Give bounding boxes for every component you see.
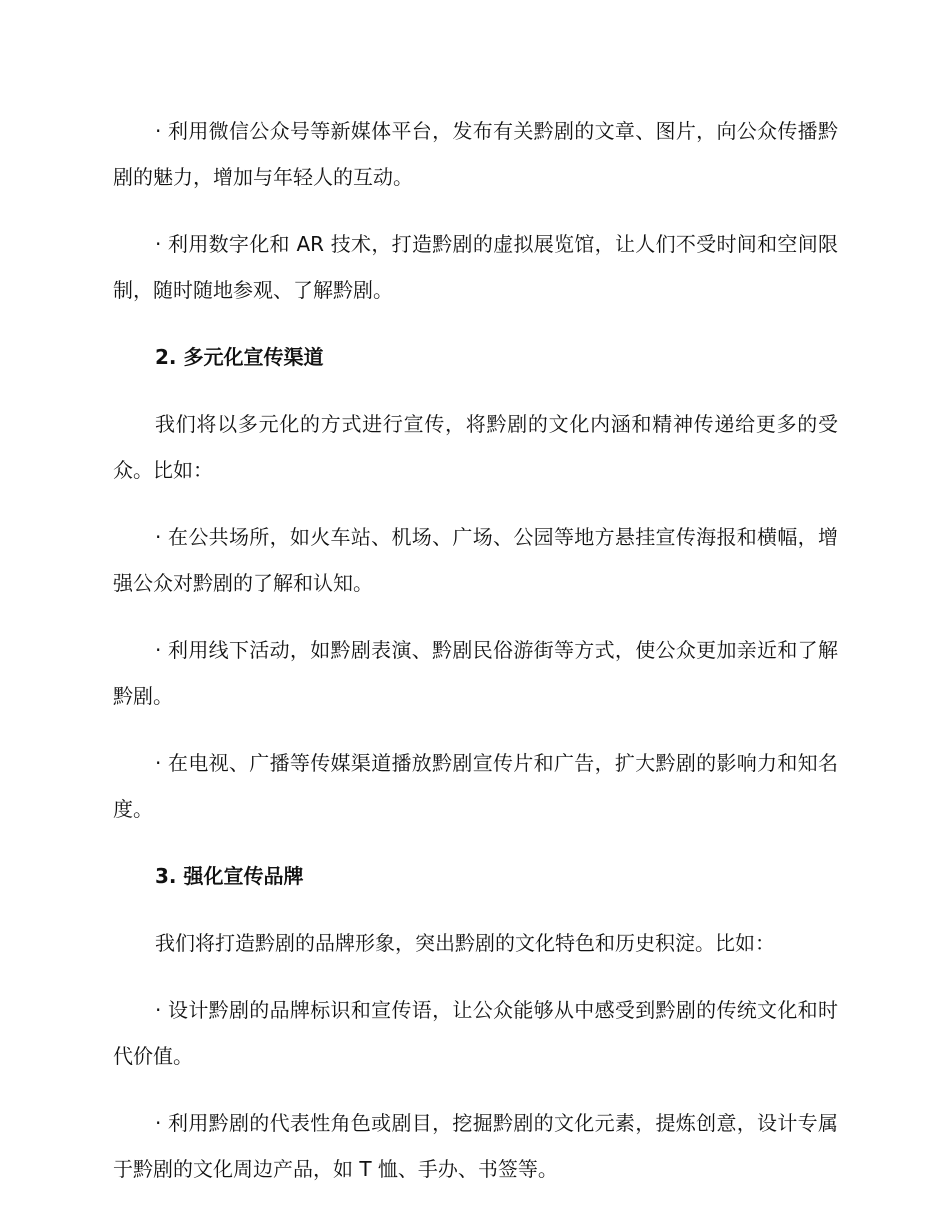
bullet-paragraph-posters: · 在公共场所，如火车站、机场、广场、公园等地方悬挂宣传海报和横幅，增强公众对黔剧的了解和认知。 (113, 525, 838, 595)
bullet-paragraph-merch: · 利用黔剧的代表性角色或剧目，挖掘黔剧的文化元素，提炼创意，设计专属于黔剧的文化周边产品，如 T 恤、手办、书签等。 (113, 1111, 838, 1181)
bullet-paragraph-ar: · 利用数字化和 AR 技术，打造黔剧的虚拟展览馆，让人们不受时间和空间限制，随时随地参观、了解黔剧。 (113, 232, 838, 302)
bullet-paragraph-wechat: · 利用微信公众号等新媒体平台，发布有关黔剧的文章、图片，向公众传播黔剧的魅力，增加与年轻人的互动。 (113, 119, 838, 189)
document-page (113, 108, 838, 1213)
bullet-paragraph-offline: · 利用线下活动，如黔剧表演、黔剧民俗游街等方式，使公众更加亲近和了解黔剧。 (113, 638, 838, 708)
section-heading-channels: 2. 多元化宣传渠道 (155, 345, 324, 369)
intro-paragraph-channels: 我们将以多元化的方式进行宣传，将黔剧的文化内涵和精神传递给更多的受众。比如： (113, 412, 838, 482)
intro-paragraph-brand: 我们将打造黔剧的品牌形象，突出黔剧的文化特色和历史积淀。比如： (155, 931, 775, 955)
bullet-paragraph-logo: · 设计黔剧的品牌标识和宣传语，让公众能够从中感受到黔剧的传统文化和时代价值。 (113, 998, 838, 1068)
bullet-paragraph-media: · 在电视、广播等传媒渠道播放黔剧宣传片和广告，扩大黔剧的影响力和知名度。 (113, 751, 838, 821)
section-heading-brand: 3. 强化宣传品牌 (155, 864, 304, 888)
